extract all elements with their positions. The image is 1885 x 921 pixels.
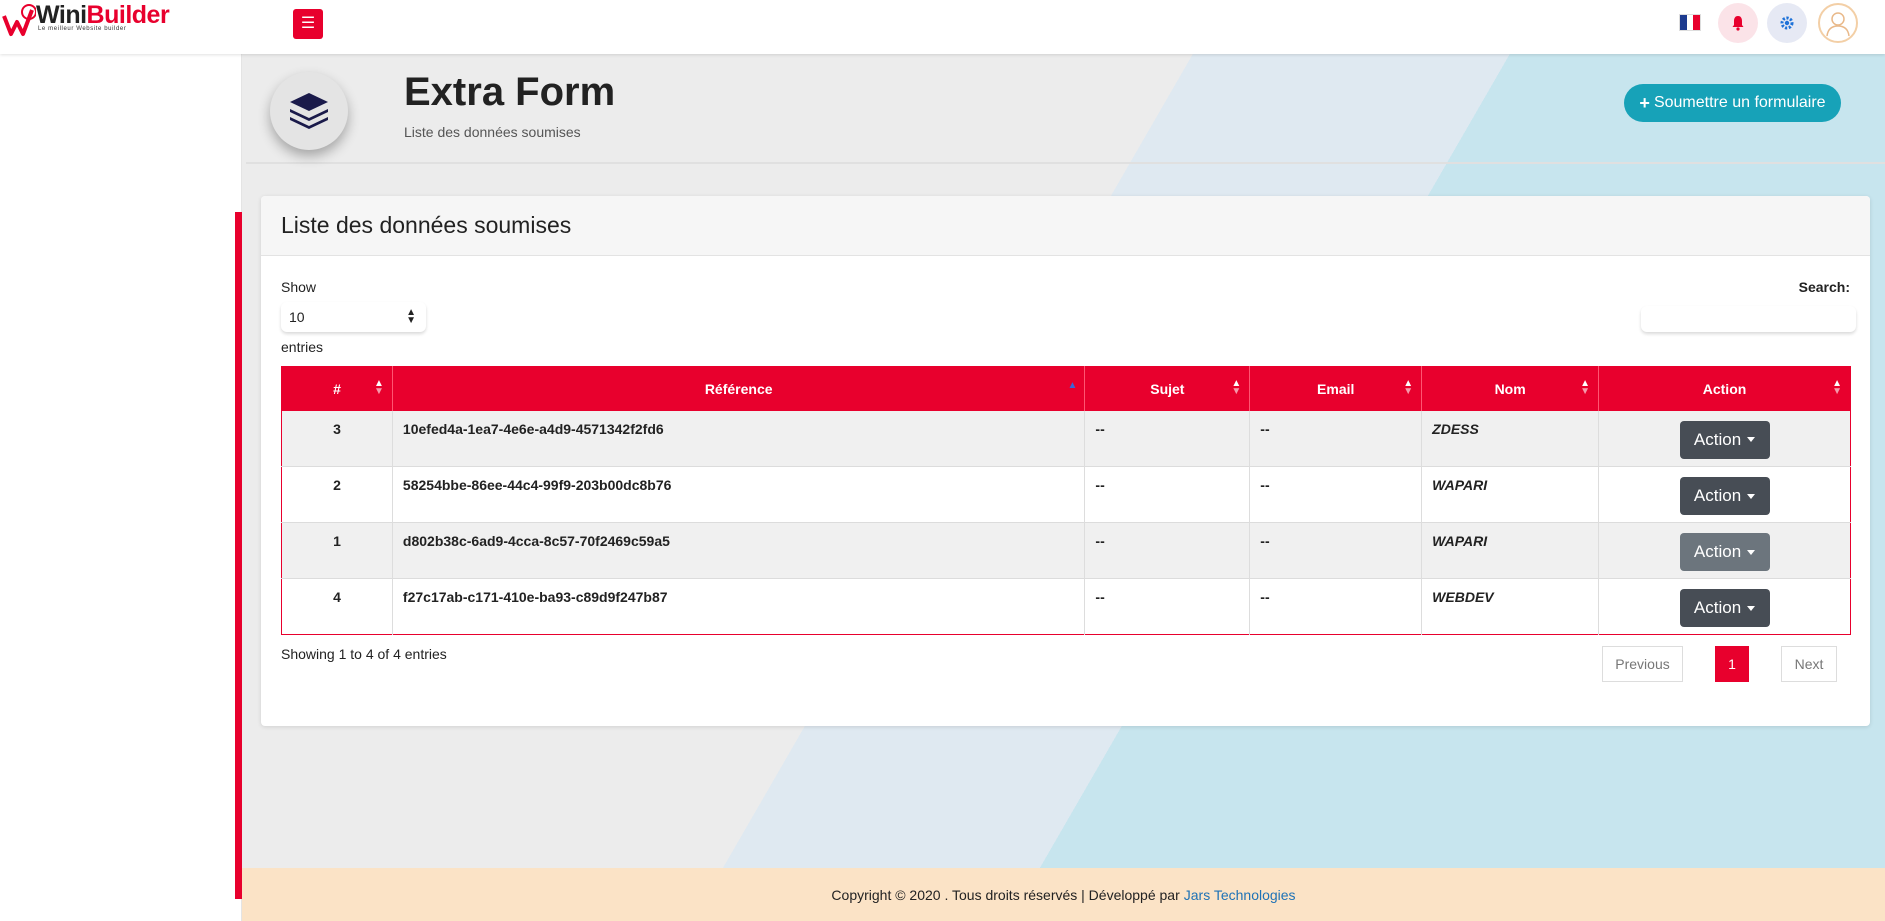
cell-number: 4 xyxy=(282,579,393,635)
search-input[interactable] xyxy=(1641,306,1856,332)
logo-word-2: Builder xyxy=(86,1,170,29)
card-title: Liste des données soumises xyxy=(281,212,572,238)
pagination xyxy=(1602,646,1837,682)
layers-icon xyxy=(270,72,348,150)
sidebar xyxy=(0,54,242,921)
stack-icon xyxy=(286,88,332,134)
sidebar-scroll-accent xyxy=(235,212,242,899)
sort-ascending-icon: ▲ xyxy=(1067,380,1078,391)
caret-down-icon xyxy=(1747,606,1755,611)
action-dropdown-button[interactable]: Action xyxy=(1680,589,1770,627)
sort-icon: ▲ ▼ xyxy=(1403,378,1414,397)
cell-email: -- xyxy=(1250,411,1422,467)
entries-length-select[interactable] xyxy=(281,302,426,332)
cell-nom: WEBDEV xyxy=(1422,579,1599,635)
menu-toggle-button[interactable] xyxy=(293,9,323,39)
cell-number: 2 xyxy=(282,467,393,523)
language-flag-fr[interactable] xyxy=(1679,14,1701,31)
page-subtitle: Liste des données soumises xyxy=(404,124,581,140)
sort-icon: ▲ ▼ xyxy=(1580,378,1591,397)
column-header-action[interactable]: Action ▲ ▼ xyxy=(1599,367,1851,411)
logo-wordmark xyxy=(36,2,169,28)
hamburger-icon: ☰ xyxy=(300,15,316,32)
app-logo[interactable] xyxy=(2,2,169,42)
cell-sujet: -- xyxy=(1085,579,1250,635)
card-header xyxy=(261,196,1870,256)
footer-company-link[interactable]: Jars Technologies xyxy=(1183,886,1296,903)
pagination-previous[interactable]: Previous xyxy=(1602,646,1683,682)
settings-button[interactable] xyxy=(1767,3,1807,43)
table-row xyxy=(282,523,1851,579)
footer-copyright: Copyright © 2020 . Tous droits réservés | Développé par xyxy=(831,886,1180,903)
entries-length-value: 10 xyxy=(289,309,305,325)
cell-email: -- xyxy=(1250,523,1422,579)
logo-word-1: Wini xyxy=(36,1,87,29)
gear-icon xyxy=(1779,15,1795,31)
submissions-table xyxy=(281,366,1851,635)
sort-icon: ▲ ▼ xyxy=(1231,378,1242,397)
cell-nom: WAPARI xyxy=(1422,523,1599,579)
table-header-row xyxy=(282,367,1851,411)
cell-action xyxy=(1599,523,1851,579)
page-header xyxy=(246,54,1885,164)
logo-tagline: Le meilleur Website builder xyxy=(38,26,127,32)
sort-icon: ▲ ▼ xyxy=(1832,378,1842,397)
cell-number: 1 xyxy=(282,523,393,579)
column-header-reference[interactable]: Référence ▲ xyxy=(392,367,1085,411)
submit-form-label: Soumettre un formulaire xyxy=(1653,94,1826,111)
top-navbar xyxy=(0,0,1885,54)
page-title: Extra Form xyxy=(404,70,616,114)
logo-mark-icon xyxy=(2,2,36,38)
table-row xyxy=(282,467,1851,523)
cell-sujet: -- xyxy=(1085,523,1250,579)
search-label: Search: xyxy=(1798,279,1850,295)
cell-reference: d802b38c-6ad9-4cca-8c57-70f2469c59a5 xyxy=(392,523,1085,579)
show-label: Show xyxy=(281,279,317,295)
caret-down-icon xyxy=(1747,550,1755,555)
cell-sujet: -- xyxy=(1085,411,1250,467)
user-avatar[interactable] xyxy=(1818,3,1858,43)
pagination-next[interactable]: Next xyxy=(1781,646,1837,682)
cell-nom: WAPARI xyxy=(1422,467,1599,523)
table-info: Showing 1 to 4 of 4 entries xyxy=(281,646,447,662)
cell-reference: 10efed4a-1ea7-4e6e-a4d9-4571342f2fd6 xyxy=(392,411,1085,467)
table-row xyxy=(282,579,1851,635)
cell-nom: ZDESS xyxy=(1422,411,1599,467)
column-header-sujet[interactable]: Sujet ▲ ▼ xyxy=(1085,367,1250,411)
cell-email: -- xyxy=(1250,579,1422,635)
sort-icon: ▲ ▼ xyxy=(374,378,384,397)
action-dropdown-button[interactable]: Action xyxy=(1680,421,1770,459)
cell-action xyxy=(1599,467,1851,523)
cell-number: 3 xyxy=(282,411,393,467)
cell-email: -- xyxy=(1250,467,1422,523)
user-icon xyxy=(1823,8,1853,38)
action-dropdown-button[interactable]: Action xyxy=(1680,533,1770,571)
footer xyxy=(242,868,1885,921)
caret-down-icon xyxy=(1747,494,1755,499)
submit-form-button[interactable] xyxy=(1624,84,1841,122)
cell-reference: f27c17ab-c171-410e-ba93-c89d9f247b87 xyxy=(392,579,1085,635)
plus-icon: + xyxy=(1639,92,1650,113)
sort-updown-icon: ▲ ▼ xyxy=(406,307,416,326)
entries-label: entries xyxy=(281,339,324,355)
caret-down-icon xyxy=(1747,437,1755,442)
pagination-page-1[interactable]: 1 xyxy=(1715,646,1749,682)
bell-icon xyxy=(1730,15,1746,31)
notifications-button[interactable] xyxy=(1718,3,1758,43)
cell-action xyxy=(1599,579,1851,635)
column-header-email[interactable]: Email ▲ ▼ xyxy=(1250,367,1422,411)
data-card xyxy=(261,196,1870,726)
cell-reference: 58254bbe-86ee-44c4-99f9-203b00dc8b76 xyxy=(392,467,1085,523)
table-row xyxy=(282,411,1851,467)
column-header-number[interactable]: # ▲ ▼ xyxy=(282,367,393,411)
column-header-nom[interactable]: Nom ▲ ▼ xyxy=(1422,367,1599,411)
action-dropdown-button[interactable]: Action xyxy=(1680,477,1770,515)
cell-action xyxy=(1599,411,1851,467)
cell-sujet: -- xyxy=(1085,467,1250,523)
